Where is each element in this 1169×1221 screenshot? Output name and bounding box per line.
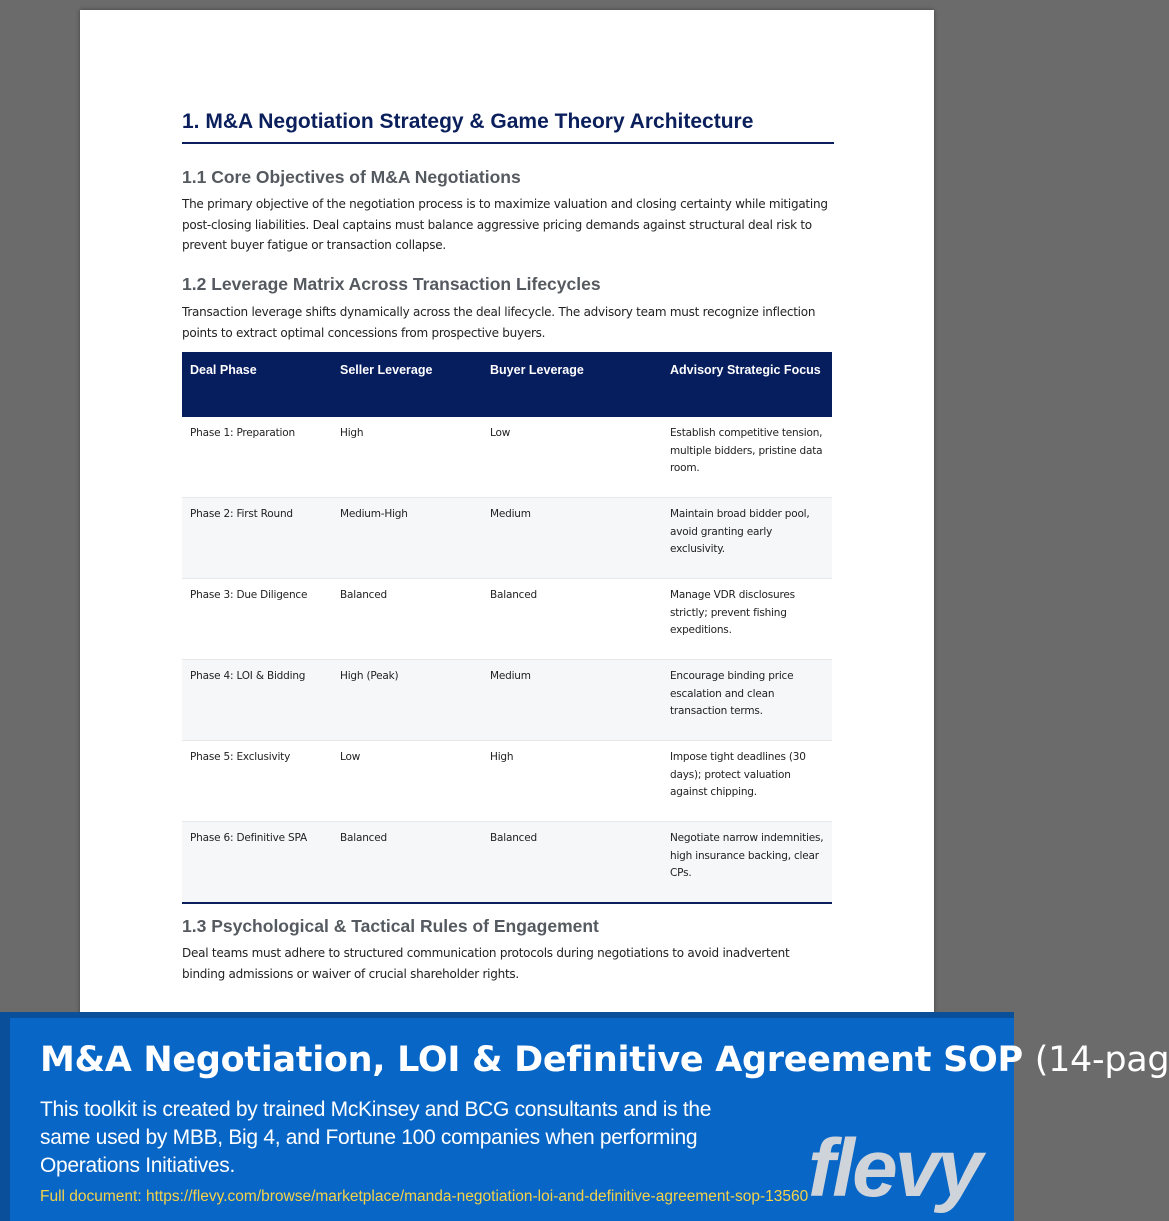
banner-title bbox=[40, 1040, 1169, 1080]
link-label: Full document: bbox=[40, 1188, 142, 1205]
table-row bbox=[182, 498, 832, 579]
table-row bbox=[182, 822, 832, 904]
cell-deal-phase: Phase 2: First Round bbox=[182, 498, 332, 579]
banner-title-main: M&A Negotiation, LOI & Definitive Agreement SOP bbox=[40, 1040, 1023, 1080]
cell-advisory-focus: Manage VDR disclosures strictly; prevent fishing expeditions. bbox=[662, 579, 832, 660]
cell-buyer-leverage: Balanced bbox=[482, 579, 662, 660]
leverage-matrix-table bbox=[182, 352, 832, 904]
cell-seller-leverage: Medium-High bbox=[332, 498, 482, 579]
cell-advisory-focus: Impose tight deadlines (30 days); protect valuation against chipping. bbox=[662, 741, 832, 822]
cell-buyer-leverage: Medium bbox=[482, 498, 662, 579]
cell-deal-phase: Phase 3: Due Diligence bbox=[182, 579, 332, 660]
table-row bbox=[182, 660, 832, 741]
cell-seller-leverage: Balanced bbox=[332, 822, 482, 904]
banner-description: This toolkit is created by trained McKinsey and BCG consultants and is the same used by MBB, Big 4, and Fortune 100 companies when performing Operations Initiatives. bbox=[40, 1098, 712, 1177]
cell-seller-leverage: High (Peak) bbox=[332, 660, 482, 741]
subsection-heading-1-1: 1.1 Core Objectives of M&A Negotiations bbox=[182, 167, 521, 187]
section-title: 1. M&A Negotiation Strategy & Game Theory Architecture bbox=[182, 110, 834, 144]
cell-advisory-focus: Maintain broad bidder pool, avoid granting early exclusivity. bbox=[662, 498, 832, 579]
subsection-heading-1-2: 1.2 Leverage Matrix Across Transaction Lifecycles bbox=[182, 274, 601, 294]
table-row bbox=[182, 741, 832, 822]
banner-left-bar bbox=[0, 1012, 10, 1221]
promo-banner bbox=[0, 1012, 1169, 1221]
header-buyer-leverage: Buyer Leverage bbox=[482, 352, 662, 417]
cell-deal-phase: Phase 6: Definitive SPA bbox=[182, 822, 332, 904]
cell-buyer-leverage: Low bbox=[482, 417, 662, 498]
cell-deal-phase: Phase 1: Preparation bbox=[182, 417, 332, 498]
table-row bbox=[182, 417, 832, 498]
document-page bbox=[80, 10, 934, 1020]
flevy-logo: flevy bbox=[808, 1123, 980, 1214]
cell-advisory-focus: Encourage binding price escalation and clean transaction terms. bbox=[662, 660, 832, 741]
cell-advisory-focus: Negotiate narrow indemnities, high insurance backing, clear CPs. bbox=[662, 822, 832, 904]
table-header-row bbox=[182, 352, 832, 417]
cell-deal-phase: Phase 5: Exclusivity bbox=[182, 741, 332, 822]
cell-deal-phase: Phase 4: LOI & Bidding bbox=[182, 660, 332, 741]
full-document-link[interactable] bbox=[40, 1188, 808, 1206]
header-seller-leverage: Seller Leverage bbox=[332, 352, 482, 417]
header-deal-phase: Deal Phase bbox=[182, 352, 332, 417]
cell-seller-leverage: Balanced bbox=[332, 579, 482, 660]
cell-seller-leverage: Low bbox=[332, 741, 482, 822]
subsection-body-1-2: Transaction leverage shifts dynamically across the deal lifecycle. The advisory team must recognize inflection points to extract optimal concessions from prospective buyers. bbox=[182, 305, 816, 340]
header-advisory-focus: Advisory Strategic Focus bbox=[662, 352, 832, 417]
cell-buyer-leverage: Balanced bbox=[482, 822, 662, 904]
cell-buyer-leverage: Medium bbox=[482, 660, 662, 741]
link-url[interactable]: https://flevy.com/browse/marketplace/manda-negotiation-loi-and-definitive-agreement-sop-13560 bbox=[145, 1188, 809, 1205]
cell-advisory-focus: Establish competitive tension, multiple bidders, pristine data room. bbox=[662, 417, 832, 498]
cell-buyer-leverage: High bbox=[482, 741, 662, 822]
banner-top-stripe bbox=[0, 1012, 1014, 1018]
table-row bbox=[182, 579, 832, 660]
banner-title-suffix: (14-pag bbox=[1034, 1040, 1169, 1080]
subsection-body-1-1: The primary objective of the negotiation process is to maximize valuation and closing certainty while mitigating post-closing liabilities. Deal captains must balance aggressive pricing demands against structural deal risk to prevent buyer fatigue or transaction collapse. bbox=[182, 197, 828, 252]
subsection-heading-1-3: 1.3 Psychological & Tactical Rules of Engagement bbox=[182, 916, 599, 936]
cell-seller-leverage: High bbox=[332, 417, 482, 498]
subsection-body-1-3: Deal teams must adhere to structured communication protocols during negotiations to avoid inadvertent binding admissions or waiver of crucial shareholder rights. bbox=[182, 946, 790, 981]
